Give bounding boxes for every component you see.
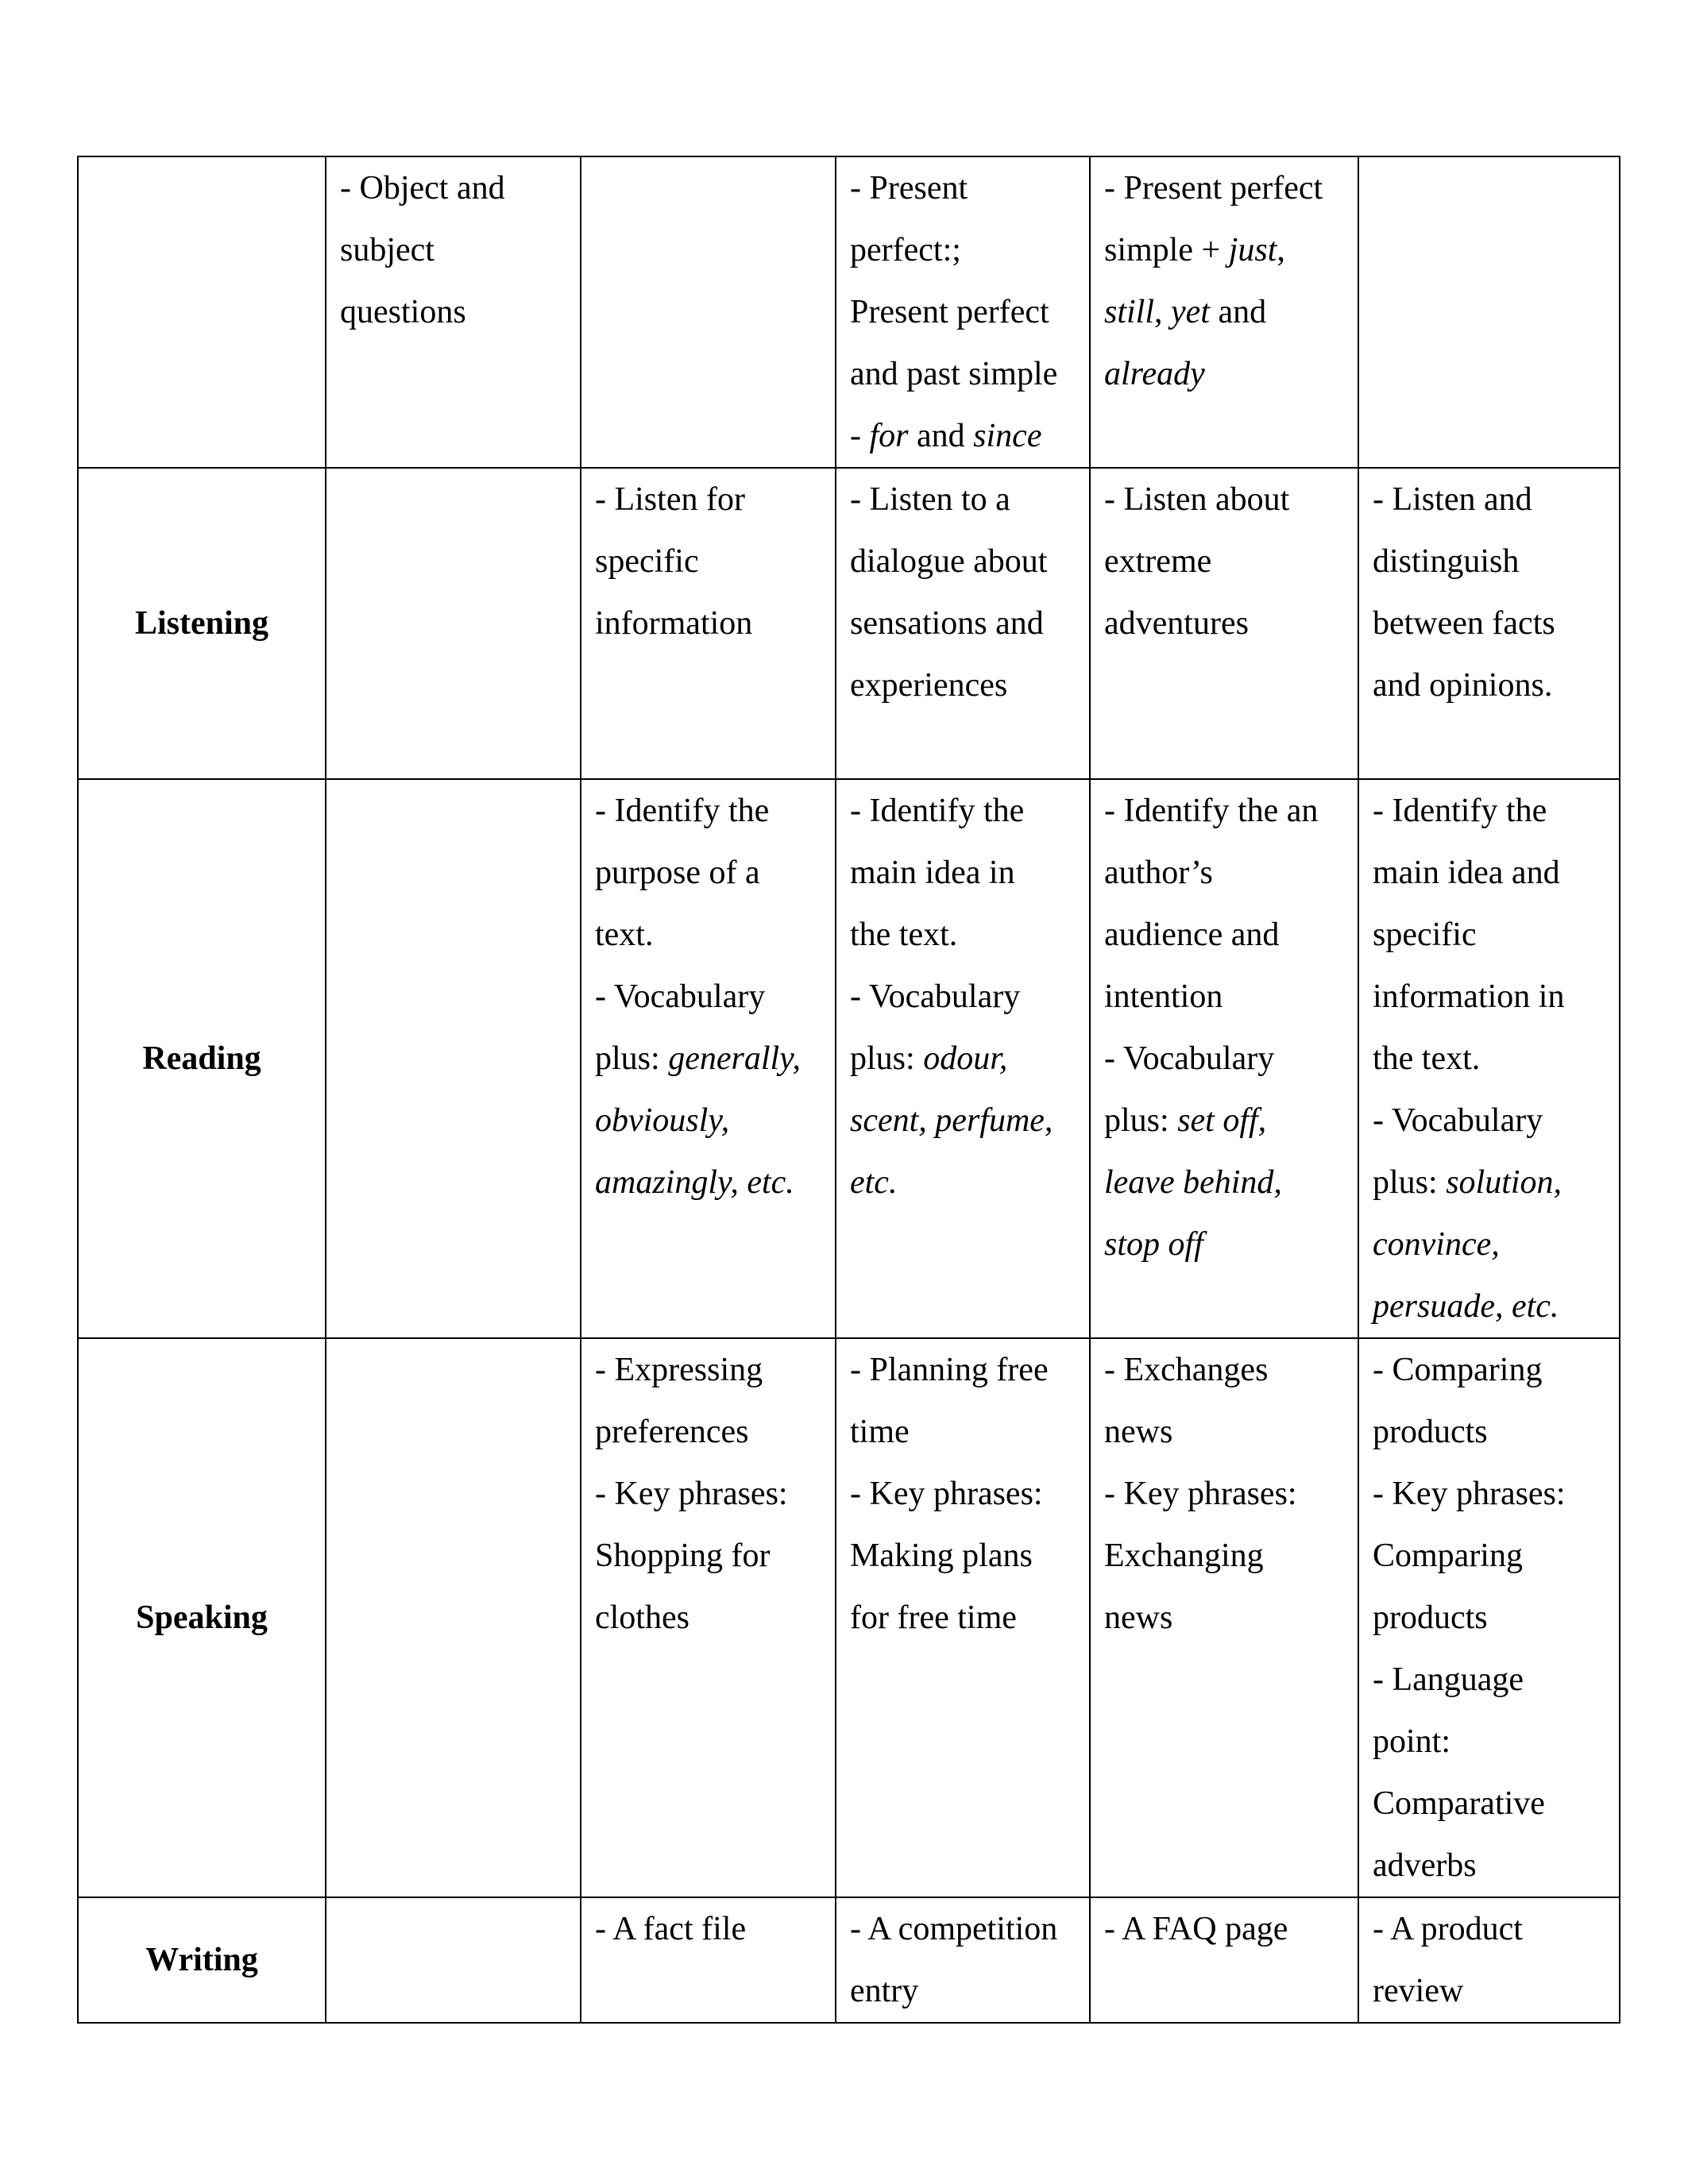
- text-fragment: plus:: [1373, 1164, 1447, 1201]
- text-line: information: [595, 605, 753, 642]
- listening-cell-col5: [1090, 468, 1358, 779]
- italic-term: amazingly, etc.: [595, 1164, 794, 1201]
- text-line: news: [1104, 1599, 1173, 1636]
- grammar-row: [78, 156, 1620, 468]
- text-line: - Listen for: [595, 481, 745, 518]
- listening-cell-col6: [1358, 468, 1620, 779]
- text-line: between facts: [1373, 605, 1555, 642]
- writing-row: [78, 1897, 1620, 2023]
- italic-term: convince,: [1373, 1226, 1500, 1263]
- text-line: clothes: [595, 1599, 689, 1636]
- text-fragment: ,: [1154, 294, 1172, 330]
- text-line: adventures: [1104, 605, 1249, 642]
- grammar-cell-col6: [1358, 156, 1620, 468]
- text-line: [850, 1028, 1081, 1090]
- text-line: - Vocabulary: [1104, 1040, 1275, 1077]
- text-line: main idea and: [1373, 855, 1560, 891]
- text-line: [850, 405, 1081, 467]
- text-line: - Present perfect: [1104, 170, 1323, 206]
- text-line: Comparative: [1373, 1785, 1545, 1822]
- italic-term: set off,: [1177, 1102, 1267, 1139]
- reading-cell-col2: [326, 779, 581, 1338]
- speaking-cell-col5: [1090, 1338, 1358, 1897]
- grammar-cell-col2: [326, 156, 581, 468]
- text-line: [1104, 1090, 1350, 1152]
- text-line: - Listen and: [1373, 481, 1532, 518]
- italic-term: for: [869, 418, 909, 454]
- text-fragment: simple +: [1104, 232, 1229, 268]
- listening-cell-col3: [581, 468, 836, 779]
- text-line: [1104, 281, 1350, 343]
- text-line: products: [1373, 1599, 1488, 1636]
- text-line: sensations and: [850, 605, 1044, 642]
- italic-term: obviously,: [595, 1102, 730, 1139]
- reading-label: Reading: [78, 779, 326, 1338]
- grammar-label-cell: [78, 156, 326, 468]
- text-line: text.: [595, 916, 654, 953]
- italic-term: etc.: [850, 1164, 898, 1201]
- text-line: adverbs: [1373, 1847, 1477, 1884]
- listening-cell-col2: [326, 468, 581, 779]
- text-line: - Planning free: [850, 1352, 1049, 1388]
- text-line: - Present: [850, 170, 968, 206]
- text-line: - Key phrases:: [1373, 1476, 1566, 1512]
- text-line: [595, 1028, 827, 1090]
- text-fragment: and: [1209, 294, 1267, 330]
- text-line: preferences: [595, 1414, 749, 1450]
- text-fragment: plus:: [1104, 1102, 1178, 1139]
- writing-cell-col2: [326, 1897, 581, 2023]
- text-line: Present perfect: [850, 294, 1049, 330]
- writing-cell-col6: [1358, 1897, 1620, 2023]
- text-line: - Key phrases:: [1104, 1476, 1297, 1512]
- text-line: - Listen about: [1104, 481, 1290, 518]
- listening-label: Listening: [78, 468, 326, 779]
- text-line: - A competition: [850, 1911, 1058, 1947]
- text-fragment: -: [850, 418, 870, 454]
- text-line: Shopping for: [595, 1538, 771, 1574]
- text-line: time: [850, 1414, 910, 1450]
- text-line: products: [1373, 1414, 1488, 1450]
- reading-cell-col5: [1090, 779, 1358, 1338]
- text-line: Comparing: [1373, 1538, 1523, 1574]
- listening-row: [78, 468, 1620, 779]
- text-line: dialogue about: [850, 543, 1048, 580]
- text-line: - A fact file: [595, 1911, 747, 1947]
- text-fragment: plus:: [850, 1040, 924, 1077]
- text-line: entry: [850, 1973, 919, 2009]
- text-line: - A product: [1373, 1911, 1523, 1947]
- writing-label: Writing: [78, 1897, 326, 2023]
- text-line: - Key phrases:: [850, 1476, 1043, 1512]
- writing-cell-col4: [836, 1897, 1090, 2023]
- reading-row: [78, 779, 1620, 1338]
- italic-term: generally,: [668, 1040, 801, 1077]
- text-line: point:: [1373, 1723, 1451, 1760]
- text-line: questions: [340, 294, 466, 330]
- italic-term: leave behind,: [1104, 1164, 1282, 1201]
- text-line: - Identify the an: [1104, 793, 1319, 829]
- text-line: specific: [1373, 916, 1477, 953]
- italic-term: already: [1104, 356, 1205, 392]
- grammar-cell-col5: [1090, 156, 1358, 468]
- writing-cell-col5: [1090, 1897, 1358, 2023]
- text-line: - Vocabulary: [1373, 1102, 1543, 1139]
- reading-cell-col4: [836, 779, 1090, 1338]
- text-line: specific: [595, 543, 699, 580]
- speaking-cell-col2: [326, 1338, 581, 1897]
- text-line: subject: [340, 232, 435, 268]
- text-line: Making plans: [850, 1538, 1033, 1574]
- speaking-label: Speaking: [78, 1338, 326, 1897]
- text-line: information in: [1373, 978, 1565, 1015]
- text-line: perfect:;: [850, 232, 961, 268]
- italic-term: odour,: [923, 1040, 1008, 1077]
- text-line: intention: [1104, 978, 1223, 1015]
- text-fragment: plus:: [595, 1040, 669, 1077]
- text-line: main idea in: [850, 855, 1015, 891]
- text-line: - Identify the: [1373, 793, 1547, 829]
- text-line: - Identify the: [850, 793, 1025, 829]
- text-fragment: ,: [1277, 232, 1285, 268]
- text-line: - A FAQ page: [1104, 1911, 1288, 1947]
- text-line: the text.: [1373, 1040, 1481, 1077]
- italic-term: still: [1104, 294, 1155, 330]
- text-line: - Language: [1373, 1661, 1524, 1698]
- text-line: and opinions.: [1373, 667, 1553, 704]
- text-line: distinguish: [1373, 543, 1520, 580]
- reading-cell-col6: [1358, 779, 1620, 1338]
- text-line: - Identify the: [595, 793, 770, 829]
- text-line: and past simple: [850, 356, 1058, 392]
- italic-term: scent, perfume,: [850, 1102, 1053, 1139]
- speaking-row: [78, 1338, 1620, 1897]
- text-line: - Vocabulary: [595, 978, 766, 1015]
- text-line: [1104, 219, 1350, 281]
- text-line: - Expressing: [595, 1352, 763, 1388]
- text-fragment: and: [908, 418, 974, 454]
- writing-cell-col3: [581, 1897, 836, 2023]
- text-line: - Object and: [340, 170, 505, 206]
- text-line: review: [1373, 1973, 1464, 2009]
- italic-term: persuade, etc.: [1373, 1288, 1559, 1325]
- italic-term: just: [1228, 232, 1277, 268]
- text-line: author’s: [1104, 855, 1213, 891]
- speaking-cell-col6: [1358, 1338, 1620, 1897]
- italic-term: since: [973, 418, 1042, 454]
- italic-term: stop off: [1104, 1226, 1203, 1263]
- text-line: extreme: [1104, 543, 1212, 580]
- text-line: - Key phrases:: [595, 1476, 788, 1512]
- speaking-cell-col3: [581, 1338, 836, 1897]
- text-line: audience and: [1104, 916, 1280, 953]
- text-line: - Exchanges: [1104, 1352, 1269, 1388]
- grammar-cell-col4: [836, 156, 1090, 468]
- grammar-cell-col3: [581, 156, 836, 468]
- italic-term: yet: [1171, 294, 1210, 330]
- text-line: - Listen to a: [850, 481, 1010, 518]
- text-line: purpose of a: [595, 855, 760, 891]
- text-line: news: [1104, 1414, 1173, 1450]
- text-line: experiences: [850, 667, 1008, 704]
- curriculum-table: [77, 156, 1620, 2024]
- text-line: - Comparing: [1373, 1352, 1543, 1388]
- reading-cell-col3: [581, 779, 836, 1338]
- listening-cell-col4: [836, 468, 1090, 779]
- text-line: - Vocabulary: [850, 978, 1021, 1015]
- text-line: [1373, 1152, 1611, 1214]
- text-line: the text.: [850, 916, 958, 953]
- text-line: Exchanging: [1104, 1538, 1264, 1574]
- italic-term: solution,: [1446, 1164, 1562, 1201]
- speaking-cell-col4: [836, 1338, 1090, 1897]
- text-line: for free time: [850, 1599, 1017, 1636]
